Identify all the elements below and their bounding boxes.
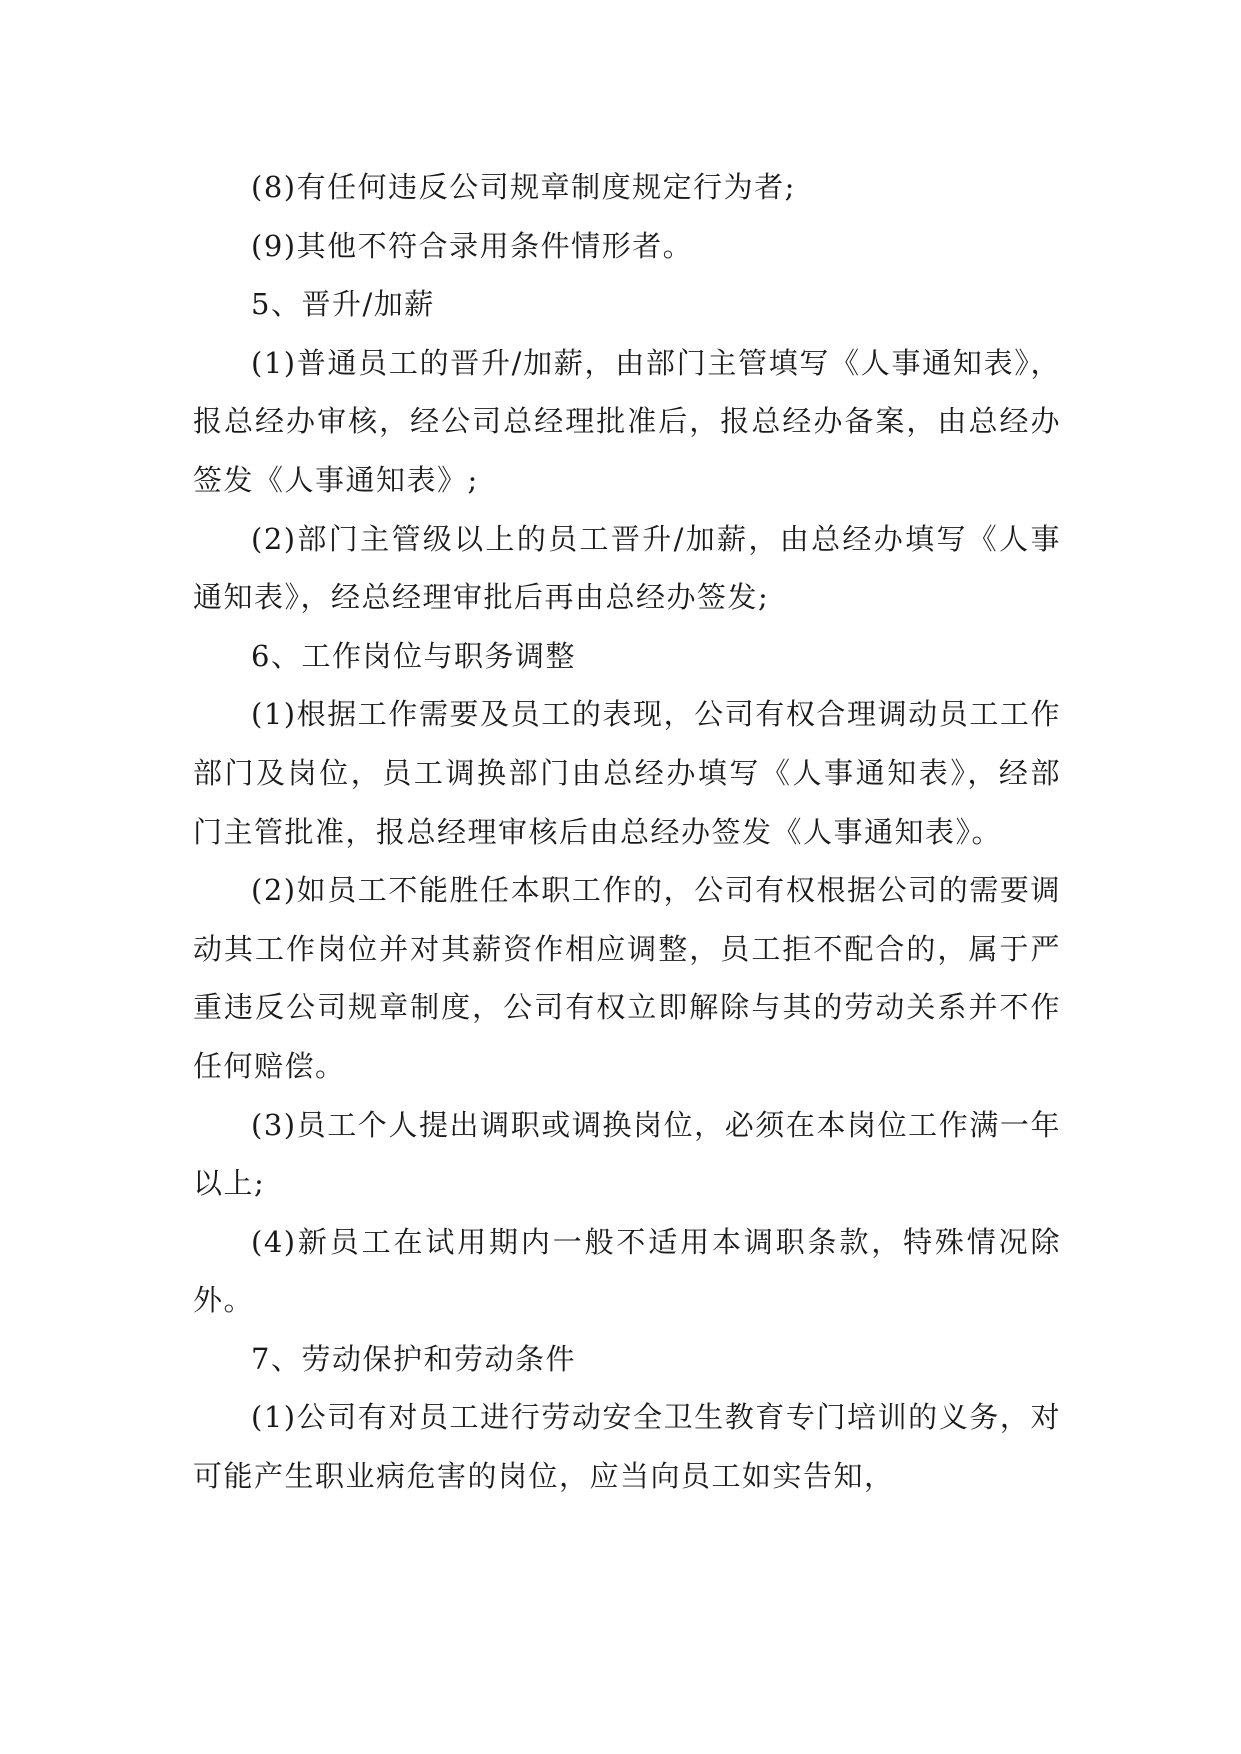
list-item: (2)如员工不能胜任本职工作的，公司有权根据公司的需要调动其工作岗位并对其薪资作相应调整，员工拒不配合的，属于严重违反公司规章制度，公司有权立即解除与其的劳动关系并不作任何赔偿。 (193, 873, 1061, 1083)
list-item: (1)公司有对员工进行劳动安全卫生教育专门培训的义务，对可能产生职业病危害的岗位，应当向员工如实告知， (193, 1400, 1061, 1494)
list-item: (2)部门主管级以上的员工晋升/加薪，由总经办填写《人事通知表》，经总经理审批后再由总经办签发; (193, 521, 1061, 615)
list-item: (4)新员工在试用期内一般不适用本调职条款，特殊情况除外。 (193, 1224, 1061, 1318)
section-heading: 6、工作岗位与职务调整 (251, 638, 576, 673)
list-item: (8)有任何违反公司规章制度规定行为者; (251, 170, 796, 204)
list-item: (1)普通员工的晋升/加薪，由部门主管填写《人事通知表》，报总经办审核，经公司总经理批准后，报总经办备案，由总经办签发《人事通知表》; (193, 345, 1061, 497)
list-item: (3)员工个人提出调职或调换岗位，必须在本岗位工作满一年以上; (193, 1107, 1061, 1201)
section-heading: 7、劳动保护和劳动条件 (251, 1341, 576, 1376)
list-item: (9)其他不符合录用条件情形者。 (251, 228, 694, 263)
section-heading: 5、晋升/加薪 (251, 287, 435, 322)
document-body (193, 158, 1061, 1506)
list-item: (1)根据工作需要及员工的表现，公司有权合理调动员工工作部门及岗位，员工调换部门由总经办填写《人事通知表》，经部门主管批准，报总经理审核后由总经办签发《人事通知表》。 (193, 697, 1061, 849)
